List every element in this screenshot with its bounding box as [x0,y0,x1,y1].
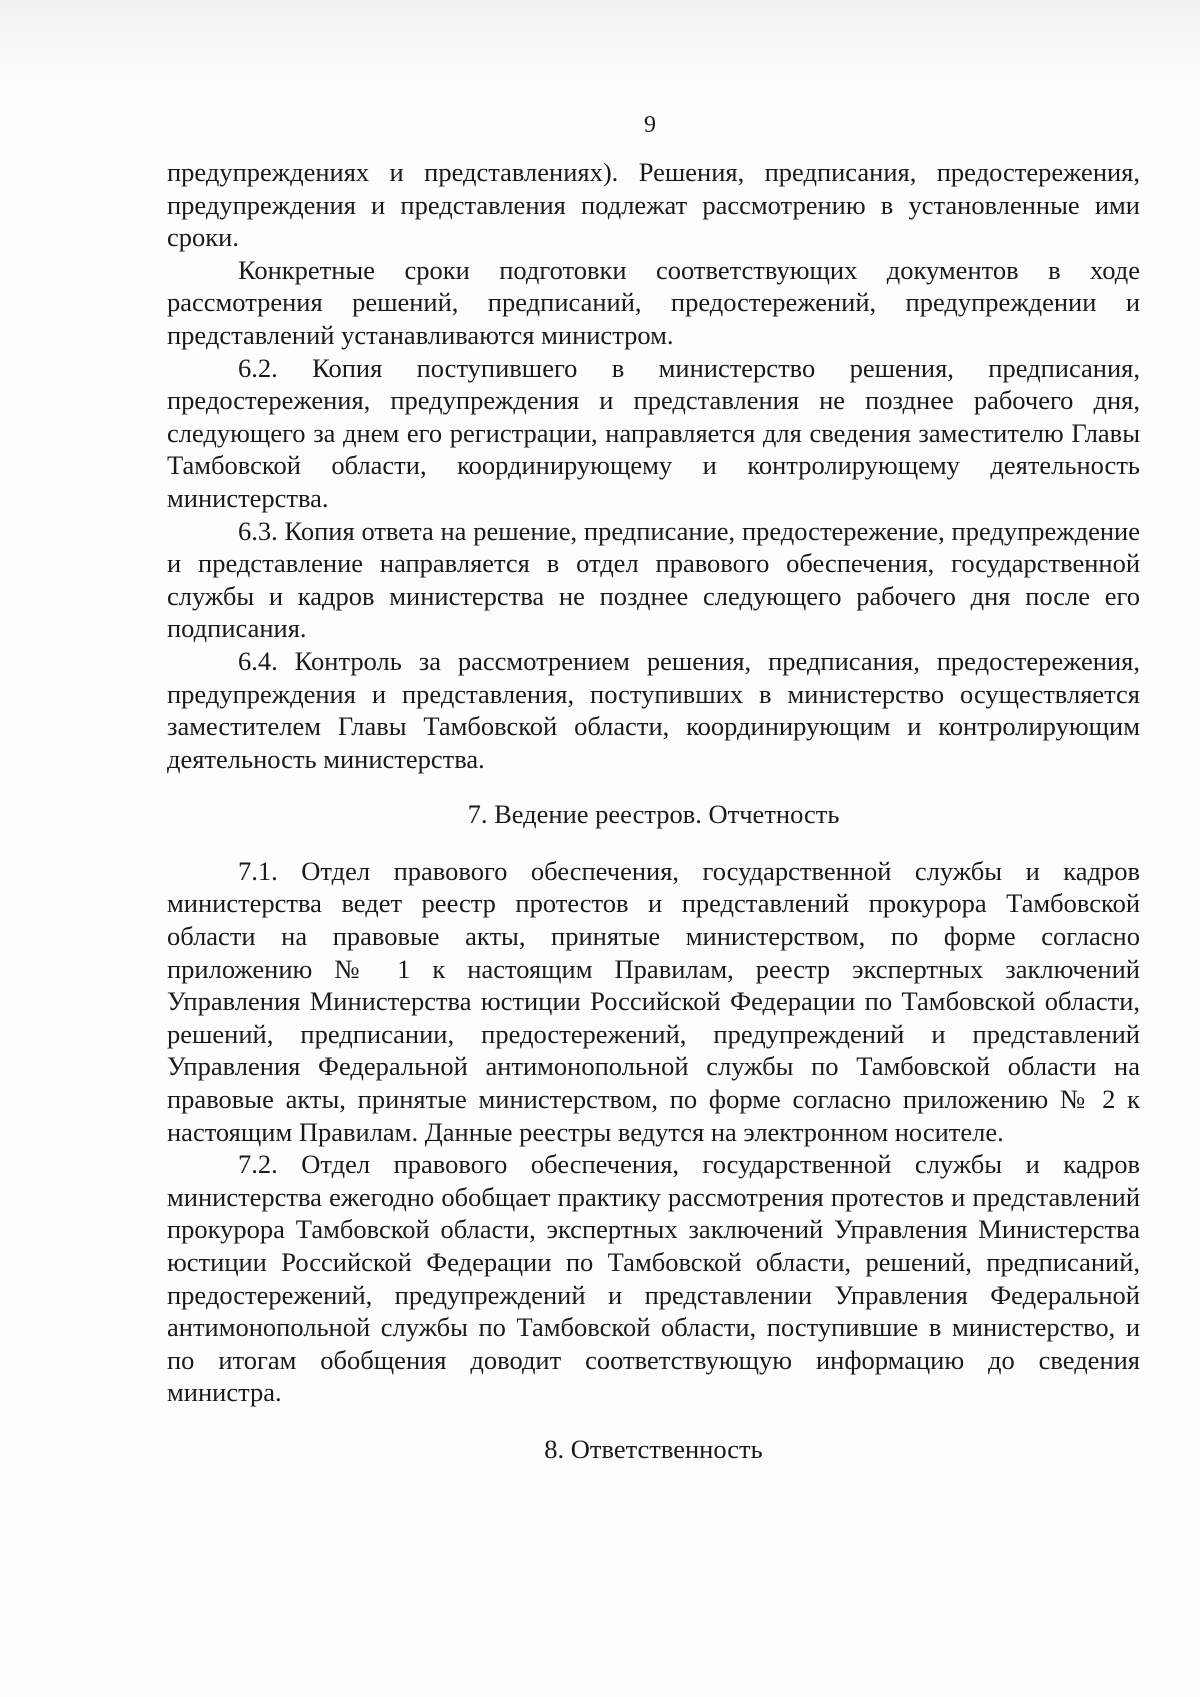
paragraph-continuation: предупреждениях и представлениях). Решения, предписания, предостережения, предупреждения и представления подлежат рассмотрению в установленные ими сроки. [167,157,1140,253]
paragraph-6-2: 6.2. Копия поступившего в министерство решения, предписания, предостережения, предупреждения и представления не позднее рабочего дня, следующего за днем его регистрации, направляется для сведения заместителю Главы Тамбовской области, координирующему и контролирующему деятельность министерства. [167,352,1140,513]
document-body [167,156,1140,1466]
paragraph-7-1: 7.1. Отдел правового обеспечения, государственной службы и кадров министерства ведет реестр протестов и представлений прокурора Тамбовской области на правовые акты, принятые министерством, по форме согласно приложению № 1 к настоящим Правилам, реестр экспертных заключений Управления Министерства юстиции Российской Федерации по Тамбовской области, решений, предписании, предостережений, предупреждений и представлений Управления Федеральной антимонопольной службы по Тамбовской области на правовые акты, принятые министерством, по форме согласно приложению № 2 к настоящим Правилам. Данные реестры ведутся на электронном носителе. [167,855,1140,1147]
paragraph-deadlines: Конкретные сроки подготовки соответствующих документов в ходе рассмотрения решений, предписаний, предостережений, предупреждении и представлений устанавливаются министром. [167,254,1140,350]
paragraph-6-3: 6.3. Копия ответа на решение, предписание, предостережение, предупреждение и представление направляется в отдел правового обеспечения, государственной службы и кадров министерства не позднее следующего рабочего дня после его подписания. [167,515,1140,644]
paragraph-6-4: 6.4. Контроль за рассмотрением решения, предписания, предостережения, предупреждения и представления, поступивших в министерство осуществляется заместителем Главы Тамбовской области, координирующим и контролирующим деятельность министерства. [167,645,1140,774]
page-number: 9 [644,112,656,138]
paragraph-7-2: 7.2. Отдел правового обеспечения, государственной службы и кадров министерства ежегодно обобщает практику рассмотрения протестов и представлений прокурора Тамбовской области, экспертных заключений Управления Министерства юстиции Российской Федерации по Тамбовской области, решений, предписаний, предостережений, предупреждений и представлении Управления Федеральной антимонопольной службы по Тамбовской области, поступившие в министерство, и по итогам обобщения доводит соответствующую информацию до сведения министра. [167,1149,1140,1408]
section-8-heading: 8. Ответственность [544,1433,763,1464]
scan-shading [0,0,1200,80]
section-7-heading: 7. Ведение реестров. Отчетность [467,799,840,830]
